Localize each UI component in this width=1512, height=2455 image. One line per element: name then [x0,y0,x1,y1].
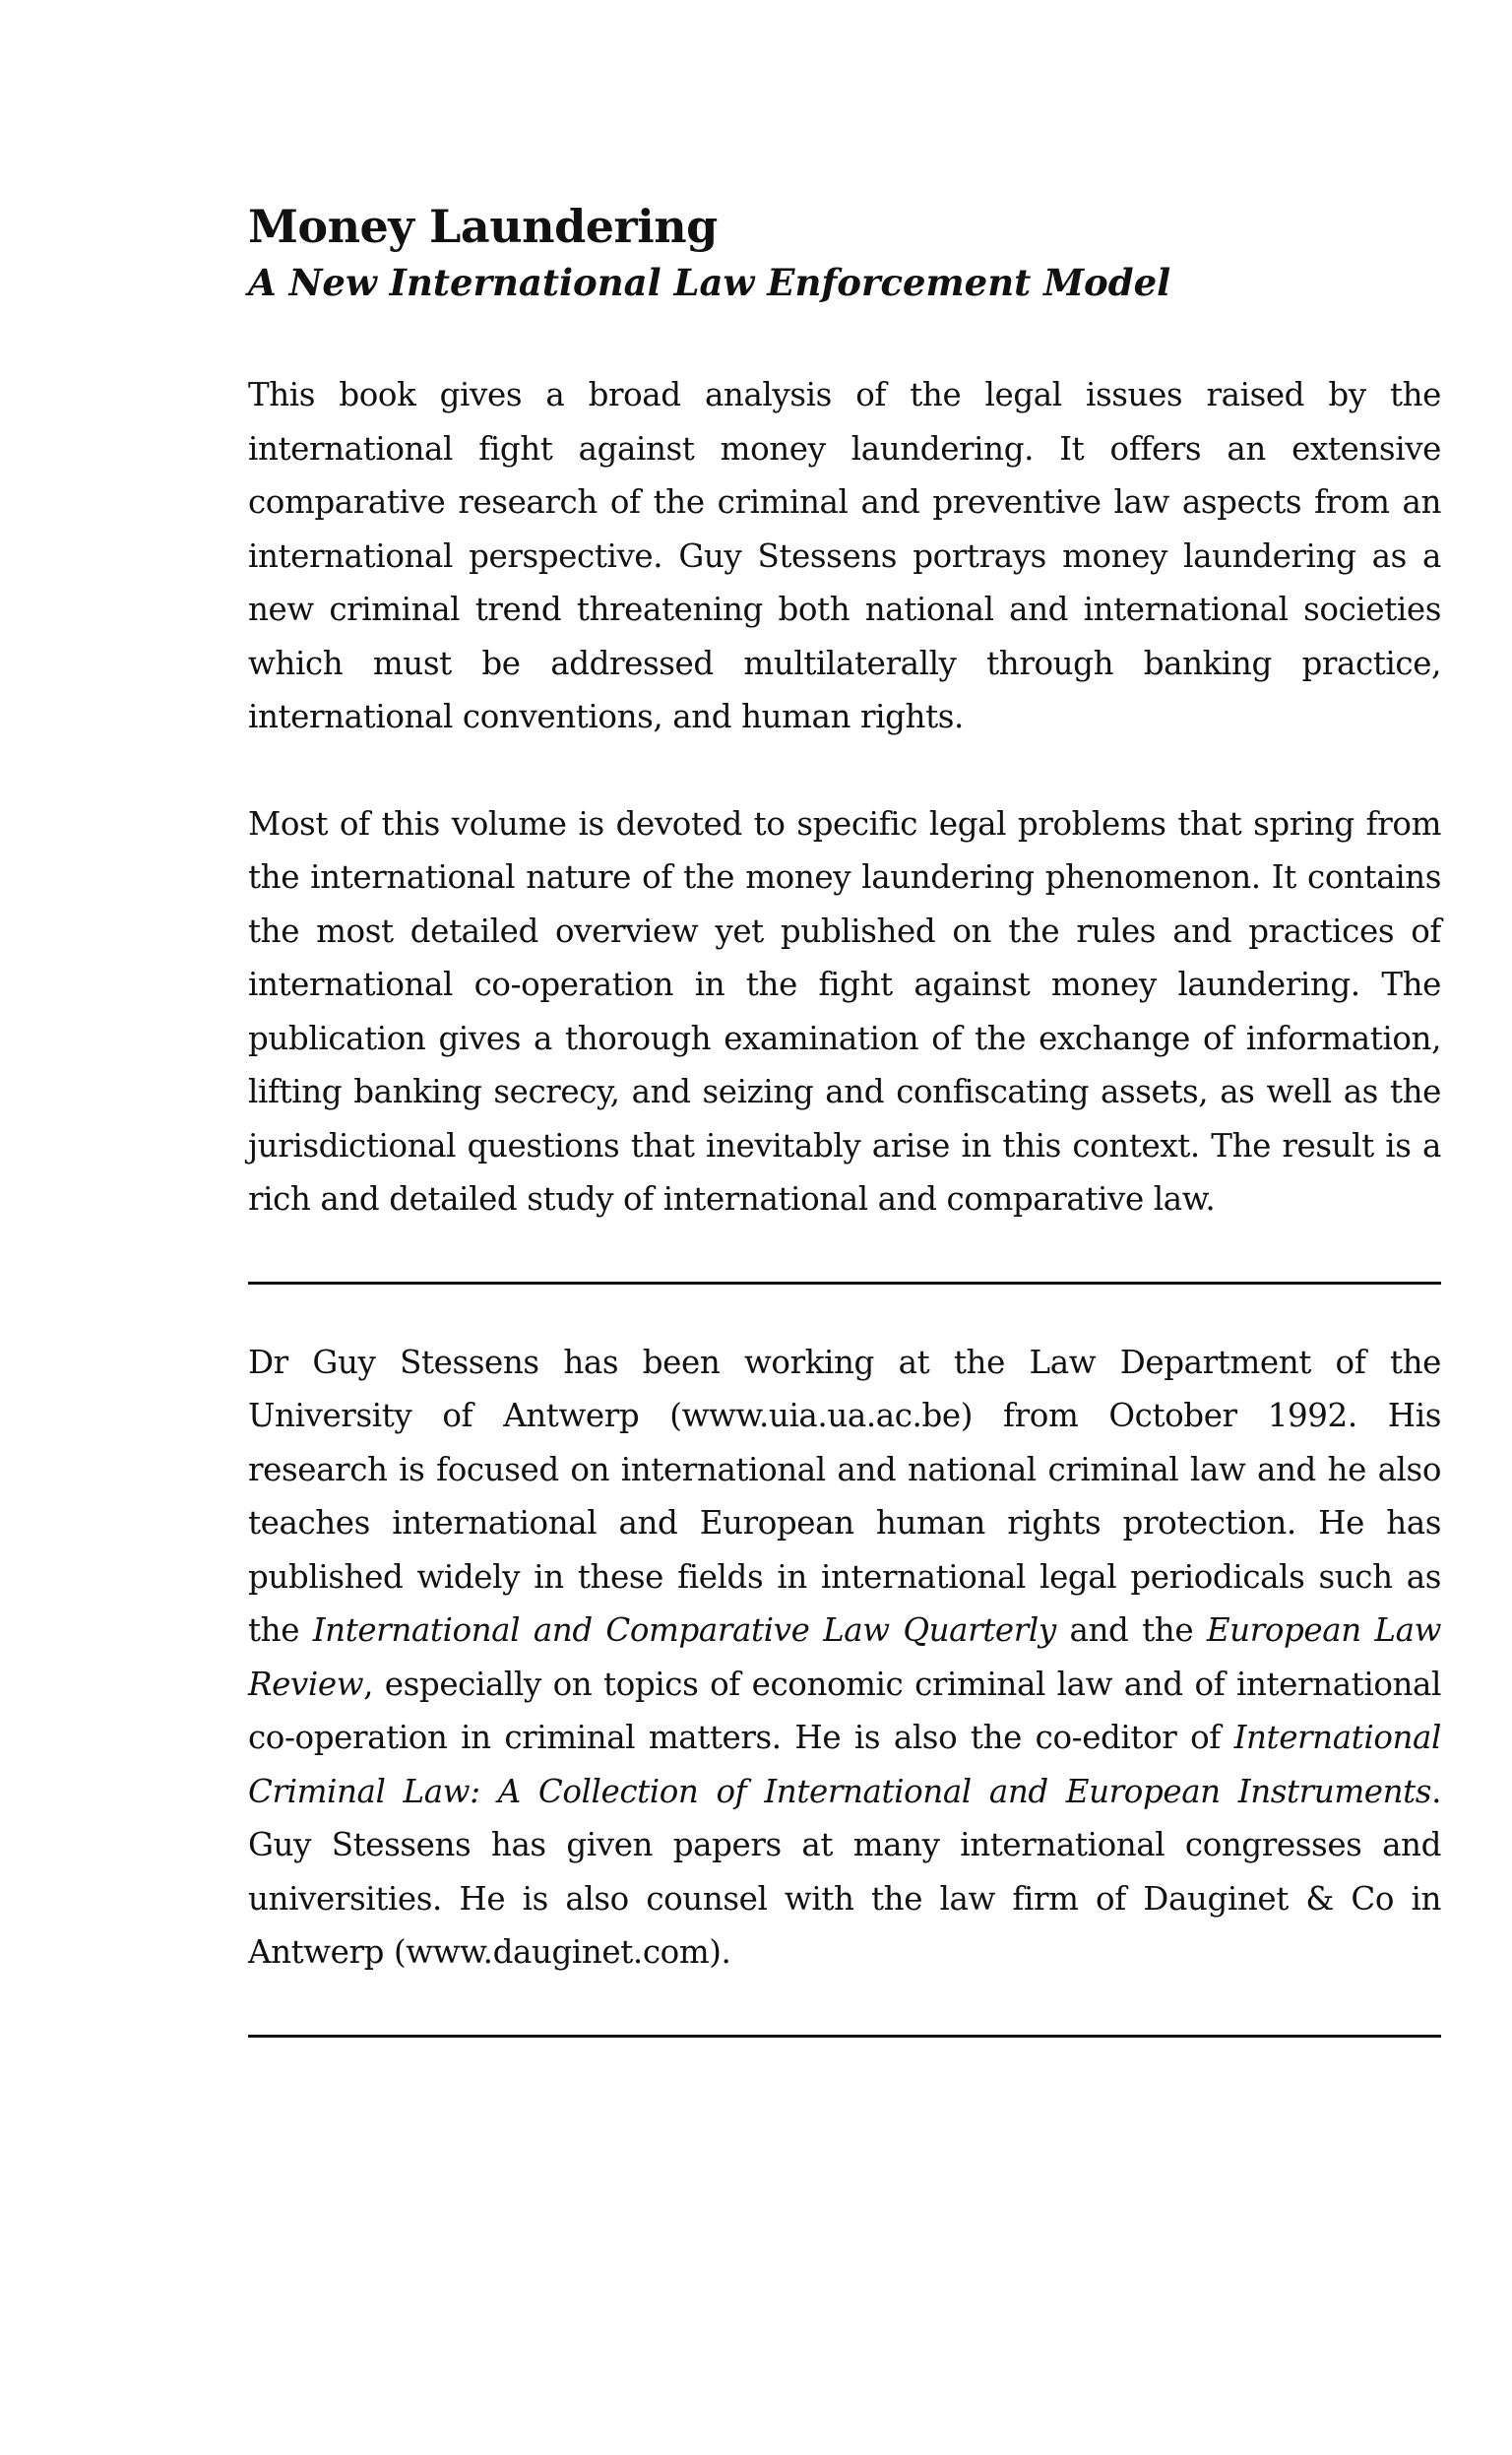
author-bio-text-4: . Guy Stessens has given papers at many international congresses and universities. He is also counsel with the law firm of Dauginet & Co in Antwerp (www.dauginet.com). [248,1772,1441,1971]
author-bio [248,1336,1441,1980]
back-cover-page [248,197,1441,2038]
journal-title-2: European Law Review [248,1611,1442,1703]
description-paragraph-1: This book gives a broad analysis of the legal issues raised by the international fight against money laundering. It offers an extensive comparative research of the criminal and preventive law aspects from an international perspective. Guy Stessens portrays money laundering as a new criminal trend threatening both national and international societies which must be addressed multilaterally through banking practice, international conventions, and human rights. [248,376,1441,735]
book-subtitle: A New International Law Enforcement Model [248,261,1171,304]
book-title: Money Laundering [248,200,718,253]
divider-top [248,1282,1441,1285]
description-paragraph-2: Most of this volume is devoted to specific legal problems that spring from the international nature of the money laundering phenomenon. It contains the most detailed overview yet published on the rules and practices of international co-operation in the fight against money laundering. The publication gives a thorough examination of the exchange of information, lifting banking secrecy, and seizing and confiscating assets, as well as the jurisdictional questions that inevitably arise in this context. The result is a rich and detailed study of international and comparative law. [248,804,1441,1218]
author-bio-text-2: and the [1055,1611,1207,1649]
divider-bottom [248,2035,1441,2038]
author-bio-text-1: Dr Guy Stessens has been working at the Law Department of the University of Antwerp (www.uia.ua.ac.be) from October 1992. His research is focused on international and national criminal law and he also teaches international and European human rights protection. He has published widely in these fields in international legal periodicals such as the [248,1343,1441,1649]
author-bio-text-3: , especially on topics of economic criminal law and of international co-operation in criminal matters. He is also the co-editor of [248,1665,1441,1756]
journal-title-1: International and Comparative Law Quarterly [312,1611,1056,1649]
book-reference-title: International Criminal Law: A Collection of International and European Instruments [248,1719,1441,1810]
